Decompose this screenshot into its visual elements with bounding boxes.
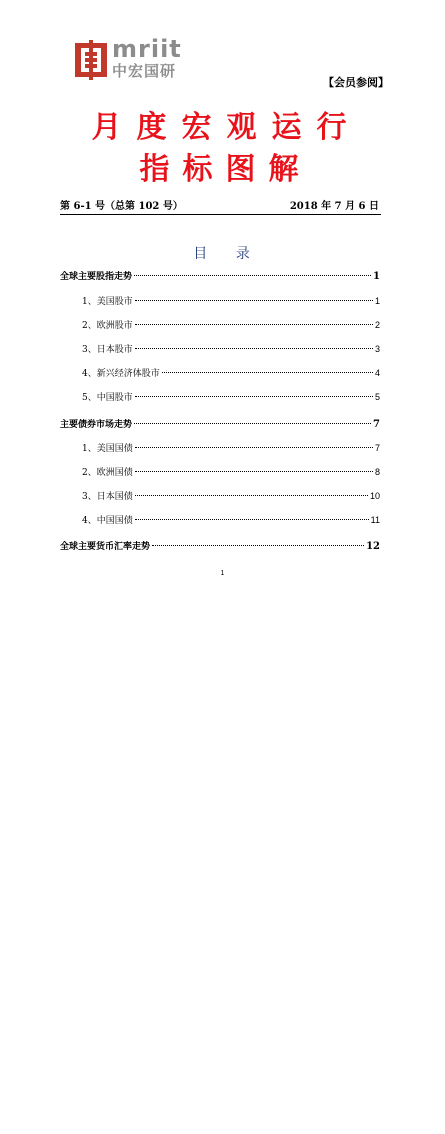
toc-leader-dots — [162, 372, 373, 373]
toc-subsection-link[interactable] — [60, 318, 380, 332]
header-rule — [60, 214, 381, 215]
toc-section-link[interactable] — [60, 418, 380, 432]
toc-subsection-link[interactable] — [60, 489, 380, 503]
toc-entry-page: 3 — [374, 344, 380, 354]
toc-entry-page: 10 — [369, 491, 380, 501]
logo-brand-cn: 中宏国研 — [112, 62, 177, 80]
toc-entry-label: 3、日本股市 — [82, 345, 133, 355]
issue-number: 第 6-1 号（总第 102 号） — [60, 201, 183, 212]
toc-entry-page: 11 — [370, 515, 380, 525]
toc-leader-dots — [135, 495, 368, 496]
toc-entry-page: 1 — [374, 296, 380, 306]
toc-subsection-link[interactable] — [60, 366, 380, 380]
toc-entry-label: 2、欧洲股市 — [82, 321, 133, 331]
toc-section-link[interactable] — [60, 540, 380, 554]
toc-subsection-link[interactable] — [60, 513, 380, 527]
toc-entry-label: 2、欧洲国债 — [82, 468, 133, 478]
member-label: 【会员参阅】 — [323, 76, 389, 89]
toc-subsection-link[interactable] — [60, 465, 380, 479]
toc-leader-dots — [135, 324, 373, 325]
toc-subsection-link[interactable] — [60, 390, 380, 404]
toc-entry-page: 4 — [374, 368, 380, 378]
toc-entry-label: 1、美国国债 — [82, 444, 133, 454]
toc-entry-label: 4、新兴经济体股市 — [82, 369, 160, 379]
issue-date: 2018 年 7 月 6 日 — [289, 201, 379, 212]
toc-entry-page: 7 — [373, 419, 380, 430]
toc-entry-label: 3、日本国债 — [82, 492, 133, 502]
page-number: 1 — [220, 570, 225, 577]
toc-leader-dots — [152, 545, 364, 546]
logo-mark-icon — [74, 40, 108, 80]
toc-entry-label: 1、美国股市 — [82, 297, 133, 307]
toc-leader-dots — [135, 396, 373, 397]
toc-entry-label: 5、中国股市 — [82, 393, 133, 403]
toc-leader-dots — [134, 423, 371, 424]
toc-entry-page: 8 — [374, 467, 380, 477]
toc-leader-dots — [135, 447, 373, 448]
toc-entry-page: 5 — [374, 392, 380, 402]
toc-section-link[interactable] — [60, 270, 380, 284]
toc-entry-page: 7 — [374, 443, 380, 453]
report-title-line2: 指标图解 — [139, 152, 312, 187]
toc-entry-label: 主要债券市场走势 — [60, 420, 133, 430]
toc-entry-label: 全球主要货币汇率走势 — [60, 542, 151, 552]
toc-leader-dots — [135, 348, 373, 349]
report-title-line1: 月度宏观运行 — [91, 110, 362, 145]
toc-leader-dots — [135, 300, 373, 301]
toc-subsection-link[interactable] — [60, 441, 380, 455]
toc-entry-page: 2 — [374, 320, 380, 330]
toc-entry-label: 4、中国国债 — [82, 516, 133, 526]
toc-leader-dots — [135, 471, 373, 472]
toc-leader-dots — [134, 275, 371, 276]
toc-entry-page: 1 — [373, 271, 380, 282]
toc-subsection-link[interactable] — [60, 342, 380, 356]
logo-brand-en: mriit — [112, 35, 182, 63]
toc-entry-page: 12 — [366, 541, 380, 552]
toc-heading: 目 录 — [193, 246, 262, 262]
toc-subsection-link[interactable] — [60, 294, 380, 308]
toc-entry-label: 全球主要股指走势 — [60, 272, 133, 282]
toc-leader-dots — [135, 519, 369, 520]
mriit-logo — [74, 36, 184, 84]
